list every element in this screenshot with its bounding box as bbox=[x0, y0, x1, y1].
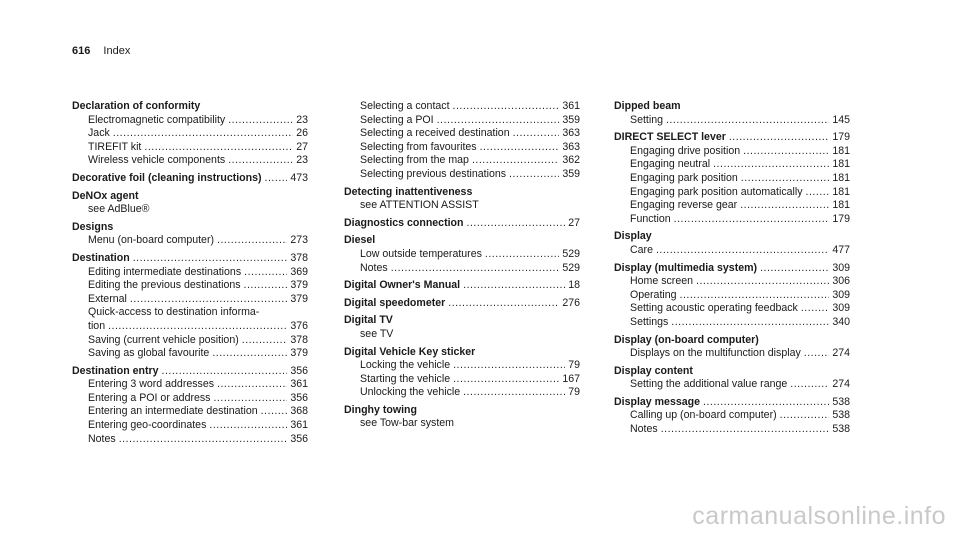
page-ref: 529 bbox=[562, 261, 580, 274]
index-entry bbox=[72, 365, 308, 447]
entry-heading bbox=[72, 252, 308, 266]
page-ref: 167 bbox=[562, 372, 580, 385]
dot-leader bbox=[472, 154, 559, 168]
entry-heading bbox=[344, 346, 580, 360]
page-ref: 181 bbox=[832, 158, 850, 171]
page-ref: 309 bbox=[832, 288, 850, 301]
page-ref: 179 bbox=[832, 131, 850, 144]
subentry-text: Calling up (on-board computer) bbox=[630, 409, 777, 422]
page-ref: 18 bbox=[568, 279, 580, 292]
subentry bbox=[72, 279, 308, 293]
subentry bbox=[72, 127, 308, 141]
dot-leader bbox=[485, 248, 559, 262]
dot-leader bbox=[806, 186, 830, 200]
page-ref: 359 bbox=[562, 113, 580, 126]
heading-text: Declaration of conformity bbox=[72, 100, 201, 112]
page-ref: 369 bbox=[290, 265, 308, 278]
subentry bbox=[614, 158, 850, 172]
subentry bbox=[344, 262, 580, 276]
subentry-text-line: Quick-access to destination informa- bbox=[88, 306, 260, 319]
subentry bbox=[614, 145, 850, 159]
subentry-text: Menu (on-board computer) bbox=[88, 234, 215, 247]
subentry bbox=[72, 234, 308, 248]
page-ref: 27 bbox=[568, 216, 580, 229]
index-entry bbox=[72, 100, 308, 168]
entry-heading bbox=[344, 234, 580, 248]
page-ref: 181 bbox=[832, 185, 850, 198]
dot-leader bbox=[391, 262, 560, 276]
entry-heading bbox=[614, 262, 850, 276]
dot-leader bbox=[666, 114, 829, 128]
subentry bbox=[614, 347, 850, 361]
subentry-text: Locking the vehicle bbox=[360, 359, 451, 372]
entry-heading bbox=[614, 230, 850, 244]
subentry-text: Notes bbox=[630, 423, 658, 436]
page-ref: 378 bbox=[290, 333, 308, 346]
dot-leader bbox=[212, 347, 287, 361]
page-ref: 274 bbox=[832, 347, 850, 360]
page-ref: 27 bbox=[296, 140, 308, 153]
dot-leader bbox=[480, 141, 560, 155]
heading-text: Designs bbox=[72, 220, 114, 233]
heading-text: Destination entry bbox=[72, 364, 159, 377]
subentry bbox=[614, 172, 850, 186]
index-column-2 bbox=[344, 100, 580, 431]
page-ref: 379 bbox=[290, 292, 308, 305]
subentry-text: Entering geo-coordinates bbox=[88, 419, 207, 432]
dot-leader bbox=[804, 347, 830, 361]
page-ref: 473 bbox=[290, 171, 308, 184]
dot-leader bbox=[801, 302, 829, 316]
subentry-text: Low outside temperatures bbox=[360, 247, 482, 260]
subentry bbox=[72, 405, 308, 419]
dot-leader bbox=[463, 279, 565, 293]
page-ref: 274 bbox=[832, 378, 850, 391]
subentry bbox=[72, 154, 308, 168]
page-ref: 361 bbox=[290, 378, 308, 391]
heading-text: DeNOx agent bbox=[72, 189, 139, 202]
dot-leader bbox=[661, 423, 830, 437]
page-ref: 181 bbox=[832, 171, 850, 184]
subentry-text: Entering an intermediate destination bbox=[88, 405, 258, 418]
dot-leader bbox=[217, 234, 287, 248]
entry-heading bbox=[614, 365, 850, 379]
page-ref: 181 bbox=[832, 199, 850, 212]
subentry-text: Home screen bbox=[630, 275, 693, 288]
subentry-text: Function bbox=[630, 212, 671, 225]
dot-leader bbox=[729, 131, 829, 145]
index-entry bbox=[72, 252, 308, 361]
subentry bbox=[614, 244, 850, 258]
dot-leader bbox=[467, 217, 566, 231]
page-ref: 276 bbox=[562, 296, 580, 309]
section-title: Index bbox=[103, 45, 131, 57]
subentry bbox=[344, 127, 580, 141]
subentry-text: Editing intermediate destinations bbox=[88, 265, 242, 278]
page-ref: 368 bbox=[290, 405, 308, 418]
subentry bbox=[72, 266, 308, 280]
subentry-text: Starting the vehicle bbox=[360, 372, 451, 385]
subentry bbox=[344, 248, 580, 262]
index-entry bbox=[344, 314, 580, 341]
dot-leader bbox=[261, 405, 288, 419]
subentry bbox=[344, 141, 580, 155]
dot-leader bbox=[437, 114, 560, 128]
page-ref: 309 bbox=[832, 302, 850, 315]
page-ref: 359 bbox=[562, 167, 580, 180]
dot-leader bbox=[671, 316, 829, 330]
entry-heading bbox=[72, 365, 308, 379]
dot-leader bbox=[463, 386, 565, 400]
dot-leader bbox=[119, 433, 288, 447]
subentry-text: Settings bbox=[630, 315, 669, 328]
subentry-text: Engaging park position automatically bbox=[630, 185, 803, 198]
cross-reference: see Tow-bar system bbox=[360, 417, 455, 430]
page-ref: 379 bbox=[290, 279, 308, 292]
entry-heading bbox=[614, 131, 850, 145]
page-ref: 79 bbox=[568, 386, 580, 399]
subentry bbox=[72, 378, 308, 392]
subentry bbox=[614, 213, 850, 227]
subentry bbox=[72, 320, 308, 334]
index-entry bbox=[344, 297, 580, 311]
subentry bbox=[614, 423, 850, 437]
dot-leader bbox=[453, 100, 560, 114]
subentry bbox=[614, 302, 850, 316]
subentry bbox=[614, 275, 850, 289]
heading-text: DIRECT SELECT lever bbox=[614, 131, 726, 144]
subentry bbox=[72, 433, 308, 447]
subentry bbox=[344, 386, 580, 400]
subentry-text: Selecting from favourites bbox=[360, 140, 477, 153]
subentry bbox=[72, 114, 308, 128]
index-entry bbox=[344, 346, 580, 400]
dot-leader bbox=[217, 378, 287, 392]
entry-heading bbox=[344, 279, 580, 293]
subentry bbox=[72, 419, 308, 433]
entry-heading bbox=[344, 186, 580, 200]
subentry bbox=[614, 289, 850, 303]
entry-heading bbox=[344, 217, 580, 231]
subentry-text: Entering 3 word addresses bbox=[88, 378, 215, 391]
dot-leader bbox=[113, 127, 293, 141]
heading-text: Digital TV bbox=[344, 314, 393, 327]
page-ref: 26 bbox=[296, 127, 308, 140]
heading-text: Diesel bbox=[344, 234, 376, 247]
subentry-text: Wireless vehicle components bbox=[88, 154, 226, 167]
dot-leader bbox=[760, 262, 829, 276]
subentry-text: Engaging neutral bbox=[630, 158, 711, 171]
page-number: 616 bbox=[72, 45, 91, 57]
entry-heading bbox=[72, 221, 308, 235]
entry-heading bbox=[344, 314, 580, 328]
heading-text: Display content bbox=[614, 364, 693, 377]
subentry bbox=[344, 154, 580, 168]
subentry-text: External bbox=[88, 292, 127, 305]
watermark: carmanualsonline.info bbox=[692, 502, 946, 530]
heading-text: Dipped beam bbox=[614, 100, 681, 112]
page-ref: 356 bbox=[290, 432, 308, 445]
index-entry bbox=[614, 100, 850, 127]
dot-leader bbox=[680, 289, 830, 303]
dot-leader bbox=[144, 141, 293, 155]
subentry-text: Editing the previous destinations bbox=[88, 279, 241, 292]
dot-leader bbox=[741, 172, 830, 186]
dot-leader bbox=[213, 392, 287, 406]
heading-text: Digital Owner's Manual bbox=[344, 279, 461, 292]
page-ref: 79 bbox=[568, 359, 580, 372]
subentry bbox=[344, 359, 580, 373]
dot-leader bbox=[228, 114, 293, 128]
page-ref: 362 bbox=[562, 154, 580, 167]
dot-leader bbox=[453, 373, 559, 387]
dot-leader bbox=[453, 359, 565, 373]
dot-leader bbox=[244, 266, 287, 280]
page-ref: 363 bbox=[562, 140, 580, 153]
subentry-text: Jack bbox=[88, 127, 110, 140]
dot-leader bbox=[790, 378, 829, 392]
subentry bbox=[72, 347, 308, 361]
index-entry bbox=[344, 234, 580, 275]
heading-text: Destination bbox=[72, 251, 130, 264]
subentry-text: Notes bbox=[360, 261, 388, 274]
heading-text: Display (multimedia system) bbox=[614, 261, 758, 274]
page-ref: 361 bbox=[290, 419, 308, 432]
page-ref: 379 bbox=[290, 347, 308, 360]
subentry bbox=[344, 168, 580, 182]
subentry-text: Engaging drive position bbox=[630, 144, 741, 157]
subentry bbox=[72, 141, 308, 155]
dot-leader bbox=[244, 279, 288, 293]
dot-leader bbox=[696, 275, 829, 289]
entry-heading bbox=[614, 100, 850, 114]
heading-text: Decorative foil (cleaning instructions) bbox=[72, 171, 262, 184]
subentry-text: Engaging park position bbox=[630, 171, 738, 184]
subentry-text: Setting bbox=[630, 113, 663, 126]
subentry-text: Electromagnetic compatibility bbox=[88, 113, 226, 126]
subentry bbox=[614, 114, 850, 128]
page-ref: 179 bbox=[832, 212, 850, 225]
page-ref: 273 bbox=[290, 234, 308, 247]
subentry bbox=[344, 373, 580, 387]
heading-text: Detecting inattentiveness bbox=[344, 185, 473, 198]
dot-leader bbox=[656, 244, 829, 258]
entry-heading bbox=[72, 172, 308, 186]
page-ref: 356 bbox=[290, 364, 308, 377]
dot-leader bbox=[509, 168, 559, 182]
subentry-text: Setting acoustic operating feedback bbox=[630, 302, 798, 315]
heading-text: Diagnostics connection bbox=[344, 216, 464, 229]
subentry bbox=[72, 293, 308, 307]
index-entry bbox=[614, 334, 850, 361]
subentry-text: Displays on the multifunction display bbox=[630, 347, 801, 360]
subentry bbox=[614, 186, 850, 200]
heading-text: Display (on-board computer) bbox=[614, 333, 759, 346]
entry-heading bbox=[72, 190, 308, 204]
subentry-text: Selecting a received destination bbox=[360, 127, 510, 140]
subentry-text: Setting the additional value range bbox=[630, 378, 788, 391]
page-ref: 538 bbox=[832, 423, 850, 436]
subentry-text: Selecting a contact bbox=[360, 100, 450, 112]
page-ref: 376 bbox=[290, 319, 308, 332]
page-ref: 145 bbox=[832, 113, 850, 126]
index-entry bbox=[614, 365, 850, 392]
index-entry bbox=[344, 279, 580, 293]
entry-heading bbox=[614, 396, 850, 410]
subentry-text: Selecting previous destinations bbox=[360, 167, 507, 180]
index-column-1 bbox=[72, 100, 308, 446]
subentry-text: Engaging reverse gear bbox=[630, 199, 738, 212]
subentry-text: Selecting from the map bbox=[360, 154, 469, 167]
page-ref: 306 bbox=[832, 275, 850, 288]
subentry bbox=[614, 199, 850, 213]
dot-leader bbox=[513, 127, 560, 141]
heading-text: Digital Vehicle Key sticker bbox=[344, 345, 476, 358]
heading-text: Digital speedometer bbox=[344, 296, 446, 309]
subentry-text: Care bbox=[630, 243, 653, 256]
index-entry bbox=[72, 190, 308, 217]
dot-leader bbox=[703, 396, 829, 410]
dot-leader bbox=[780, 409, 830, 423]
dot-leader bbox=[674, 213, 830, 227]
page-ref: 23 bbox=[296, 154, 308, 167]
index-entry bbox=[344, 100, 580, 182]
heading-text: Dinghy towing bbox=[344, 403, 417, 416]
page-ref: 363 bbox=[562, 127, 580, 140]
dot-leader bbox=[130, 293, 287, 307]
entry-heading bbox=[344, 297, 580, 311]
page-ref: 477 bbox=[832, 243, 850, 256]
subentry-text: Notes bbox=[88, 432, 116, 445]
index-entry bbox=[614, 131, 850, 226]
cross-reference: see ATTENTION ASSIST bbox=[360, 199, 479, 212]
dot-leader bbox=[265, 172, 288, 186]
subentry-text: Saving (current vehicle position) bbox=[88, 333, 239, 346]
entry-heading bbox=[72, 100, 308, 114]
heading-text: Display bbox=[614, 230, 652, 243]
page-ref: 181 bbox=[832, 144, 850, 157]
page-ref: 538 bbox=[832, 409, 850, 422]
page-ref: 378 bbox=[290, 251, 308, 264]
subentry bbox=[614, 409, 850, 423]
entry-heading bbox=[344, 404, 580, 418]
subentry-text: TIREFIT kit bbox=[88, 140, 142, 153]
subentry bbox=[344, 100, 580, 114]
dot-leader bbox=[133, 252, 288, 266]
page-ref: 23 bbox=[296, 113, 308, 126]
index-entry bbox=[344, 404, 580, 431]
dot-leader bbox=[743, 145, 829, 159]
index-entry bbox=[72, 221, 308, 248]
subentry-text: Saving as global favourite bbox=[88, 347, 210, 360]
dot-leader bbox=[209, 419, 287, 433]
index-column-3 bbox=[614, 100, 850, 437]
index-entry bbox=[614, 262, 850, 330]
dot-leader bbox=[162, 365, 288, 379]
subentry-text: tion bbox=[88, 319, 106, 332]
page-ref: 361 bbox=[562, 100, 580, 112]
subentry-text: Selecting a POI bbox=[360, 113, 434, 126]
index-entry bbox=[614, 396, 850, 437]
subentry bbox=[614, 378, 850, 392]
subentry bbox=[72, 334, 308, 348]
dot-leader bbox=[108, 320, 287, 334]
subentry bbox=[72, 392, 308, 406]
entry-heading bbox=[614, 334, 850, 348]
dot-leader bbox=[242, 334, 288, 348]
page-ref: 538 bbox=[832, 395, 850, 408]
index-entry bbox=[344, 186, 580, 213]
cross-reference: see AdBlue® bbox=[88, 203, 150, 216]
page-ref: 529 bbox=[562, 247, 580, 260]
subentry-text: Entering a POI or address bbox=[88, 391, 211, 404]
dot-leader bbox=[228, 154, 293, 168]
page-ref: 340 bbox=[832, 315, 850, 328]
dot-leader bbox=[740, 199, 829, 213]
heading-text: Display message bbox=[614, 395, 700, 408]
subentry-text: Operating bbox=[630, 288, 677, 301]
dot-leader bbox=[713, 158, 829, 172]
dot-leader bbox=[448, 297, 559, 311]
index-entry bbox=[614, 230, 850, 257]
cross-reference: see TV bbox=[360, 327, 394, 340]
subentry bbox=[614, 316, 850, 330]
page-header bbox=[72, 45, 130, 57]
index-entry bbox=[344, 217, 580, 231]
page-ref: 356 bbox=[290, 391, 308, 404]
subentry bbox=[344, 114, 580, 128]
index-entry bbox=[72, 172, 308, 186]
page-ref: 309 bbox=[832, 261, 850, 274]
subentry-text: Unlocking the vehicle bbox=[360, 386, 461, 399]
